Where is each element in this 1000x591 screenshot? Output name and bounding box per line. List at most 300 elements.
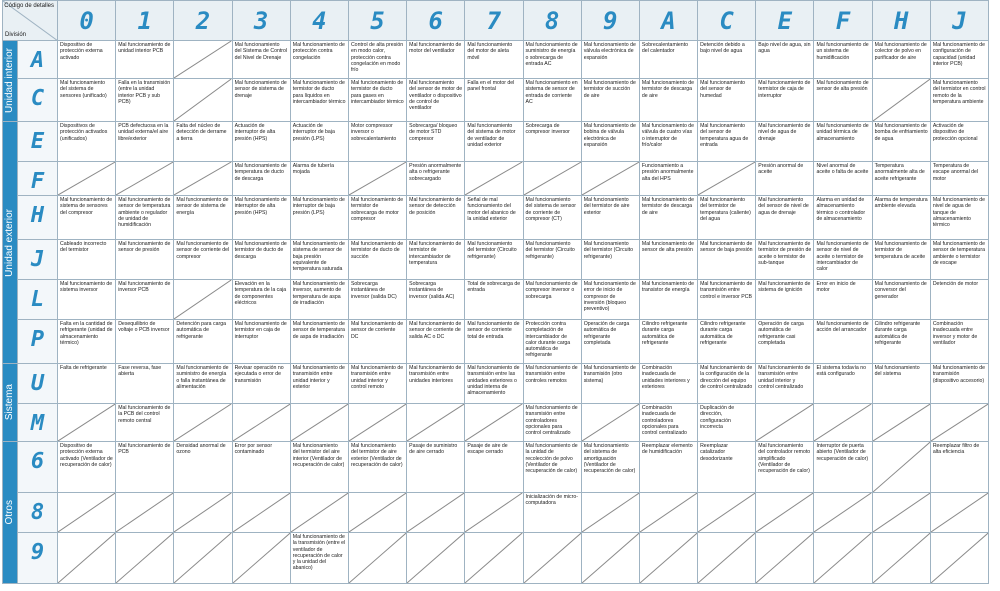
empty-cell: [581, 162, 639, 196]
slash-line: [582, 493, 639, 532]
empty-cell-slash: [174, 533, 231, 583]
error-description: Mal funcionamiento de transmisión entre unidad interior y control remoto: [348, 364, 406, 404]
column-header: [930, 1, 988, 41]
column-code: J: [952, 6, 967, 35]
empty-cell-slash: [291, 493, 348, 532]
table-row: [3, 280, 989, 320]
error-description: Mal funcionamiento de válvula electrónica de expansión: [581, 41, 639, 79]
error-description: Mal funcionamiento del sensor de motor de ventilador o dispositivo de control de ventilador: [407, 79, 465, 122]
slash-line: [873, 79, 930, 121]
empty-cell-slash: [233, 533, 290, 583]
error-description: Mal funcionamiento del sistema: [872, 364, 930, 404]
row-header: [18, 196, 58, 240]
slash-line: [116, 493, 173, 532]
error-description: Temperatura de escape anormal del motor: [930, 162, 988, 196]
error-description: Detención de motor: [930, 280, 988, 320]
error-description: Funcionamiento a presión anormalmente alta del HPS: [639, 162, 697, 196]
row-header: [18, 41, 58, 79]
empty-cell: [581, 404, 639, 442]
slash-line: [814, 404, 871, 441]
slash-line: [407, 493, 464, 532]
division-label: Unidad exterior: [4, 208, 15, 277]
table-row: [3, 364, 989, 404]
empty-cell: [930, 533, 988, 584]
error-description: Mal funcionamiento de compresor inversor o sobrecarga: [523, 280, 581, 320]
error-description: Sobrecarga instantánea de inversor (salida DC): [348, 280, 406, 320]
column-code: H: [893, 6, 909, 35]
empty-cell: [116, 533, 174, 584]
error-description: Mal funcionamiento de configuración de capacidad (unidad interior PCB): [930, 41, 988, 79]
slash-line: [756, 493, 813, 532]
empty-cell: [407, 493, 465, 533]
error-description: Mal funcionamiento del sistema de sensores (unificado): [58, 79, 116, 122]
slash-line: [640, 493, 697, 532]
header-corner: [3, 1, 58, 41]
empty-cell-slash: [524, 533, 581, 583]
row-code: C: [30, 86, 45, 111]
column-code: E: [777, 6, 793, 35]
empty-cell: [116, 162, 174, 196]
division-label: Sistema: [4, 384, 15, 421]
slash-line: [931, 404, 988, 441]
slash-line: [291, 493, 348, 532]
slash-line: [640, 533, 697, 583]
error-description: Mal funcionamiento del termistor en control remoto de la temperatura ambiente: [930, 79, 988, 122]
slash-line: [174, 41, 231, 78]
table-row: [3, 404, 989, 442]
empty-cell-slash: [756, 533, 813, 583]
column-code: 0: [79, 6, 94, 35]
slash-line: [174, 533, 231, 583]
slash-line: [233, 493, 290, 532]
error-description: Mal funcionamiento de sensor de sistema de drenaje: [232, 79, 290, 122]
slash-line: [116, 533, 173, 583]
column-header: [698, 1, 756, 41]
error-description: Sobrecalentamiento del calentador: [639, 41, 697, 79]
empty-cell: [348, 404, 406, 442]
error-description: Mal funcionamiento de termistor de caja de interruptor: [756, 79, 814, 122]
error-description: Dispositivo de protección externa activado (Ventilador de recuperación de calor): [58, 442, 116, 493]
error-description: Mal funcionamiento de termistor en caja de interruptor: [232, 320, 290, 364]
error-description: Mal funcionamiento del sensor de temperatura agua de entrada: [698, 122, 756, 162]
error-description: Nivel anormal de aceite o falta de aceite: [814, 162, 872, 196]
empty-cell: [58, 533, 116, 584]
empty-cell: [581, 493, 639, 533]
row-header: [18, 79, 58, 122]
row-header: [18, 404, 58, 442]
error-description: Mal funcionamiento del Sistema de Control del Nivel de Drenaje: [232, 41, 290, 79]
slash-line: [174, 280, 231, 319]
empty-cell: [58, 493, 116, 533]
empty-cell: [930, 493, 988, 533]
empty-cell: [872, 442, 930, 493]
row-header: [18, 162, 58, 196]
empty-cell: [523, 533, 581, 584]
row-code: L: [30, 287, 45, 312]
error-description: Mal funcionamiento de transmisión entre control e inversor PCB: [698, 280, 756, 320]
error-description: Mal funcionamiento de termistor de sobrecarga de motor compresor: [348, 196, 406, 240]
empty-cell: [174, 162, 232, 196]
empty-cell-slash: [873, 404, 930, 441]
empty-cell-slash: [873, 493, 930, 532]
error-description: Mal funcionamiento del sistema de sensor de corriente de compresor (CT): [523, 196, 581, 240]
error-description: Mal funcionamiento de sistema de sensores del compresor: [58, 196, 116, 240]
column-code: 5: [370, 6, 385, 35]
empty-cell: [872, 79, 930, 122]
error-description: Reemplazar catalizador desodorizante: [698, 442, 756, 493]
row-code: H: [30, 203, 45, 228]
error-description: Mal funcionamiento de motor del ventilador: [407, 41, 465, 79]
empty-cell-slash: [58, 162, 115, 195]
error-description: Mal funcionamiento de inversor PCB: [116, 280, 174, 320]
column-header: [814, 1, 872, 41]
error-description: Falta del núcleo de detección de derrame a tierra: [174, 122, 232, 162]
empty-cell: [698, 493, 756, 533]
column-code: 2: [195, 6, 211, 35]
empty-cell-slash: [640, 533, 697, 583]
empty-cell-slash: [814, 493, 871, 532]
row-header: [18, 122, 58, 162]
error-description: Bajo nivel de agua, sin agua: [756, 41, 814, 79]
slash-line: [814, 493, 871, 532]
column-code: A: [661, 6, 676, 35]
empty-cell: [698, 162, 756, 196]
empty-cell: [465, 404, 523, 442]
empty-cell: [232, 533, 290, 584]
division-label: Unidad interior: [4, 48, 15, 114]
empty-cell-slash: [174, 404, 231, 441]
empty-cell-slash: [174, 280, 231, 319]
error-description: Pasaje de suministro de aire cerrado: [407, 442, 465, 493]
row-header: [18, 533, 58, 584]
empty-cell-slash: [174, 162, 231, 195]
error-description: Mal funcionamiento de nivel de agua de tanque de almacenamiento térmico: [930, 196, 988, 240]
table-row: [3, 162, 989, 196]
error-description: Mal funcionamiento de termistor de ducto para gases en intercambiador térmico: [348, 79, 406, 122]
table-row: [3, 493, 989, 533]
column-header: [756, 1, 814, 41]
slash-line: [174, 162, 231, 195]
column-header: [58, 1, 116, 41]
error-description: Mal funcionamiento de unidad interior PCB: [116, 41, 174, 79]
error-description: Mal funcionamiento de sensor de sistema de energía: [174, 196, 232, 240]
column-code: 3: [253, 6, 269, 35]
slash-line: [465, 162, 522, 195]
row-code: 6: [30, 449, 45, 474]
column-header: [581, 1, 639, 41]
slash-line: [756, 533, 813, 583]
error-description: Mal funcionamiento de transmisión entre controles remotos: [523, 364, 581, 404]
error-description: Detención debido a bajo nivel de agua: [698, 41, 756, 79]
empty-cell-slash: [873, 79, 930, 121]
empty-cell-slash: [58, 493, 115, 532]
empty-cell: [523, 162, 581, 196]
table-row: [3, 122, 989, 162]
error-description: Cilindro refrigerante durante carga automática de refrigerante: [872, 320, 930, 364]
table-row: [3, 442, 989, 493]
error-description: Mal funcionamiento de sensor de corriente total de entrada: [465, 320, 523, 364]
error-description: Mal funcionamiento de temperatura de ducto de descarga: [232, 162, 290, 196]
error-code-table: [2, 0, 989, 584]
column-header: [523, 1, 581, 41]
error-description: Mal funcionamiento de transistor de energía: [639, 280, 697, 320]
column-code: 4: [312, 6, 327, 35]
error-description: Interruptor de puerta abierto (Ventilador de recuperación de calor): [814, 442, 872, 493]
error-description: Mal funcionamiento de transmisión entre unidades interiores: [407, 364, 465, 404]
error-description: Mal funcionamiento de bomba de enfriamiento de agua: [872, 122, 930, 162]
slash-line: [58, 533, 115, 583]
error-description: Mal funcionamiento de acción del arrancador: [814, 320, 872, 364]
column-header: [872, 1, 930, 41]
empty-cell: [756, 493, 814, 533]
error-description: Fase reversa, fase abierta: [116, 364, 174, 404]
error-description: Mal funcionamiento del controlador remoto simplificado (Ventilador de recuperación de calor): [756, 442, 814, 493]
error-description: Mal funcionamiento de termistor de ducto para líquidos en intercambiador térmico: [290, 79, 348, 122]
empty-cell-slash: [174, 79, 231, 121]
empty-cell-slash: [349, 162, 406, 195]
empty-cell: [756, 404, 814, 442]
column-code: F: [835, 6, 851, 35]
error-description: Falta de refrigerante: [58, 364, 116, 404]
error-description: Mal funcionamiento de sensor de detección de posición: [407, 196, 465, 240]
division-label: Otros: [4, 500, 15, 525]
empty-cell-slash: [465, 404, 522, 441]
error-description: Mal funcionamiento del termistor (Circuito refrigerante): [581, 240, 639, 280]
error-description: Mal funcionamiento de termistor de ducto de succión: [348, 240, 406, 280]
empty-cell: [58, 404, 116, 442]
division-group: [3, 41, 18, 122]
column-header: [174, 1, 232, 41]
error-description: Protección contra completación de intercambiador de calor durante carga automática de refrigerante: [523, 320, 581, 364]
table-row: [3, 320, 989, 364]
error-description: Combinación inadecuada de unidades interiores y exteriores: [639, 364, 697, 404]
column-code: 6: [428, 6, 443, 35]
error-description: Mal funcionamiento de la transmisión (entre el ventilador de recuperación de calor y la unidad del abanico): [290, 533, 348, 584]
error-description: Mal funcionamiento de sensor de corriente del compresor: [174, 240, 232, 280]
empty-cell-slash: [873, 442, 930, 492]
row-code: 8: [30, 500, 45, 525]
error-description: Mal funcionamiento de transmisión entre unidad interior y control centralizado: [756, 364, 814, 404]
error-description: Cilindro refrigerante durante carga automática de refrigerante: [698, 320, 756, 364]
empty-cell: [290, 404, 348, 442]
row-code: F: [30, 169, 45, 194]
empty-cell: [930, 404, 988, 442]
empty-cell: [872, 533, 930, 584]
empty-cell-slash: [116, 162, 173, 195]
empty-cell-slash: [698, 162, 755, 195]
error-description: Mal funcionamiento de colector de polvo en purificador de aire: [872, 41, 930, 79]
error-description: Falla en la transmisión (entre la unidad interior PCB y sub PCB): [116, 79, 174, 122]
error-description: Mal funcionamiento de la PCB del control remoto central: [116, 404, 174, 442]
empty-cell-slash: [233, 493, 290, 532]
row-header: [18, 364, 58, 404]
empty-cell: [872, 404, 930, 442]
empty-cell: [756, 533, 814, 584]
error-description: Mal funcionamiento de sensor de corriente DC: [348, 320, 406, 364]
empty-cell: [58, 162, 116, 196]
slash-line: [349, 162, 406, 195]
error-description: Operación de carga automática de refrigerante casi completada: [756, 320, 814, 364]
error-description: Mal funcionamiento del sensor de nivel de agua de drenaje: [756, 196, 814, 240]
error-description: Mal funcionamiento de transmisión entre unidad interior y exterior: [290, 364, 348, 404]
error-description: Mal funcionamiento de termistor de presión de aceite o termistor de sub-tanque: [756, 240, 814, 280]
empty-cell-slash: [931, 493, 988, 532]
error-description: Alarma de temperatura ambiente elevada: [872, 196, 930, 240]
error-description: Mal funcionamiento de termistor de descarga de aire: [639, 196, 697, 240]
error-description: Mal funcionamiento de interruptor de baja presión (LPS): [290, 196, 348, 240]
error-description: Densidad anormal de ozono: [174, 442, 232, 493]
empty-cell-slash: [407, 493, 464, 532]
error-description: Control de alta presión en modo calor, protección contra congelación en modo frío: [348, 41, 406, 79]
error-description: Mal funcionamiento de termistor de descarga de aire: [639, 79, 697, 122]
error-description: Mal funcionamiento del termistor de aire exterior (Ventilador de recuperación de calor): [348, 442, 406, 493]
empty-cell: [348, 533, 406, 584]
error-description: Mal funcionamiento de sensor de corriente de salida AC o DC: [407, 320, 465, 364]
empty-cell: [872, 493, 930, 533]
column-header: [116, 1, 174, 41]
error-description: Mal funcionamiento del motor de aleta móvil: [465, 41, 523, 79]
empty-cell: [407, 533, 465, 584]
slash-line: [698, 162, 755, 195]
error-description: Pasaje de aire de escape cerrado: [465, 442, 523, 493]
error-description: Error por sensor contaminado: [232, 442, 290, 493]
error-description: Mal funcionamiento de sensor de temperatura de aspa de irradiación: [290, 320, 348, 364]
table-row: [3, 196, 989, 240]
empty-cell-slash: [116, 533, 173, 583]
error-description: Cableado incorrecto del termistor: [58, 240, 116, 280]
error-description: Mal funcionamiento del termistor (Circuito refrigerante): [523, 240, 581, 280]
empty-cell: [174, 533, 232, 584]
slash-line: [582, 404, 639, 441]
empty-cell-slash: [58, 533, 115, 583]
slash-line: [233, 533, 290, 583]
error-description: Mal funcionamiento de transmisión entre las unidades exteriores o unidad interna de almacenamiento: [465, 364, 523, 404]
error-description: Sobrecarga de compresor inversor: [523, 122, 581, 162]
slash-line: [582, 533, 639, 583]
error-description: Mal funcionamiento de la unidad de recolección de polvo (Ventilador de recuperación de calor): [523, 442, 581, 493]
detail-code-label: Código de detalles: [4, 3, 54, 9]
slash-line: [873, 404, 930, 441]
empty-cell-slash: [756, 493, 813, 532]
error-description: Dispositivo de protección externa activado: [58, 41, 116, 79]
empty-cell: [465, 533, 523, 584]
error-description: Reemplazar filtro de alta eficiencia: [930, 442, 988, 493]
row-header: [18, 280, 58, 320]
error-description: Reemplazar elemento de humidificación: [639, 442, 697, 493]
error-description: Alarma en unidad de almacenamiento térmico o controlador de almacenamiento: [814, 196, 872, 240]
error-description: Mal funcionamiento de transmisión (dispositivo accesorio): [930, 364, 988, 404]
error-description: Motor compressor inversor o sobrecalentamiento: [348, 122, 406, 162]
table-row: [3, 240, 989, 280]
error-description: Mal funcionamiento de sensor de nivel de aceite o termistor de intercambiador de calor: [814, 240, 872, 280]
error-description: Total de sobrecarga de entrada: [465, 280, 523, 320]
empty-cell: [814, 493, 872, 533]
row-code: J: [30, 247, 45, 272]
division-group: [3, 442, 18, 584]
empty-cell-slash: [233, 404, 290, 441]
error-description: Mal funcionamiento de suministro de energía o sobrecarga de entrada AC: [523, 41, 581, 79]
empty-cell-slash: [349, 404, 406, 441]
error-description: Mal funcionamiento del termistor de aire exterior: [581, 196, 639, 240]
empty-cell-slash: [407, 533, 464, 583]
slash-line: [524, 533, 581, 583]
table-row: [3, 79, 989, 122]
slash-line: [873, 493, 930, 532]
error-description: Operación de carga automática de refrigerante completada: [581, 320, 639, 364]
slash-line: [814, 533, 871, 583]
empty-cell-slash: [58, 404, 115, 441]
slash-line: [174, 493, 231, 532]
slash-line: [698, 533, 755, 583]
slash-line: [116, 162, 173, 195]
slash-line: [174, 79, 231, 121]
error-description: Falla en el motor del panel frontal: [465, 79, 523, 122]
error-description: Mal funcionamiento del sensor de humedad: [698, 79, 756, 122]
error-description: PCB defectuosa en la unidad externa/el aire libre/exterior: [116, 122, 174, 162]
empty-cell: [814, 404, 872, 442]
error-description: Detención para carga automática de refrigerante: [174, 320, 232, 364]
error-description: Mal funcionamiento de termistor de temperatura de aceite: [872, 240, 930, 280]
slash-line: [58, 493, 115, 532]
column-header: [639, 1, 697, 41]
column-header: [290, 1, 348, 41]
empty-cell: [174, 41, 232, 79]
empty-cell: [174, 493, 232, 533]
row-header: [18, 493, 58, 533]
error-description: Actuación de interruptor de baja presión (LPS): [290, 122, 348, 162]
slash-line: [465, 404, 522, 441]
error-description: Mal funcionamiento de nivel de agua de drenaje: [756, 122, 814, 162]
empty-cell-slash: [116, 493, 173, 532]
error-description: Mal funcionamiento de sensor de alta presión: [814, 79, 872, 122]
empty-cell: [407, 404, 465, 442]
error-description: Activación de dispositivo de protección opcional: [930, 122, 988, 162]
error-description: Mal funcionamiento de conversor del generador: [872, 280, 930, 320]
error-description: Mal funcionamiento de termistor de intercambiador de temperatura: [407, 240, 465, 280]
row-header: [18, 442, 58, 493]
empty-cell-slash: [465, 493, 522, 532]
error-description: Mal funcionamiento de sistema de sensor de baja presión equivalente de temperatura saturada: [290, 240, 348, 280]
slash-line: [931, 533, 988, 583]
slash-line: [58, 404, 115, 441]
error-description: Mal funcionamiento de sensor de temperatura ambiente o termistor de escape: [930, 240, 988, 280]
empty-cell-slash: [407, 404, 464, 441]
empty-cell: [174, 404, 232, 442]
empty-cell-slash: [349, 533, 406, 583]
error-description: Inicialización de micro-computadora: [523, 493, 581, 533]
error-description: Revisar operación no ejecutada o error de transmisión: [232, 364, 290, 404]
error-description: Mal funcionamiento de bobina de válvula electrónica de expansión: [581, 122, 639, 162]
empty-cell: [639, 493, 697, 533]
empty-cell-slash: [582, 533, 639, 583]
error-description: Mal funcionamiento en sistema de sensor de entrada de corriente AC: [523, 79, 581, 122]
error-description: Combinación inadecuada entre inversor y motor de ventilador: [930, 320, 988, 364]
empty-cell-slash: [640, 493, 697, 532]
empty-cell-slash: [931, 404, 988, 441]
slash-line: [756, 404, 813, 441]
slash-line: [349, 404, 406, 441]
error-description: El sistema todavía no está configurado: [814, 364, 872, 404]
empty-cell-slash: [465, 162, 522, 195]
empty-cell: [814, 533, 872, 584]
empty-cell-slash: [582, 493, 639, 532]
error-description: Cilindro refrigerante durante carga automática de refrigerante: [639, 320, 697, 364]
column-code: 1: [137, 6, 152, 35]
error-description: Desequilibrio de voltaje o PCB inversor: [116, 320, 174, 364]
error-description: Mal funcionamiento de inversor, aumento de temperatura de aspa de irradiación: [290, 280, 348, 320]
empty-cell: [348, 493, 406, 533]
empty-cell: [232, 493, 290, 533]
